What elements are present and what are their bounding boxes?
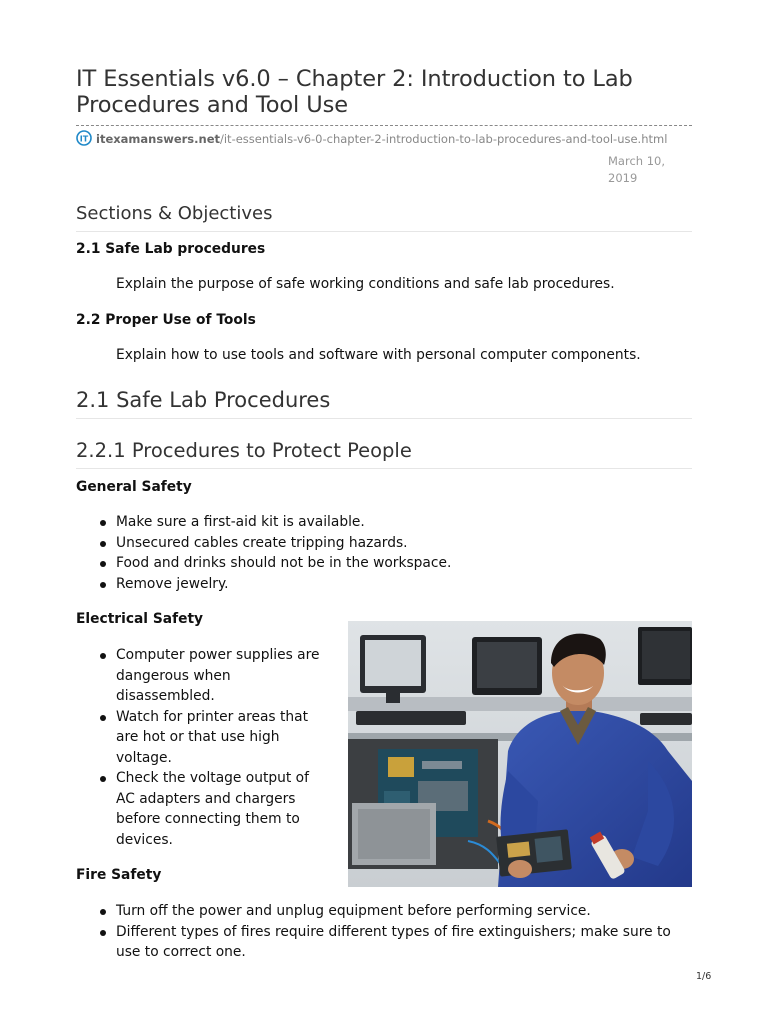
list-item: Check the voltage output of AC adapters and chargers before connecting them to devices. xyxy=(76,768,326,850)
source-domain[interactable]: itexamanswers.net xyxy=(96,132,220,146)
list-item: Turn off the power and unplug equipment before performing service. xyxy=(76,901,692,922)
section-heading: 2.1 Safe Lab Procedures xyxy=(76,387,692,419)
general-safety-title: General Safety xyxy=(76,479,192,495)
fire-safety-title: Fire Safety xyxy=(76,867,162,883)
electrical-safety-list xyxy=(76,645,326,850)
general-safety-list xyxy=(76,512,692,594)
objective-title-2: 2.2 Proper Use of Tools xyxy=(76,312,256,328)
list-item: Watch for printer areas that are hot or that use high voltage. xyxy=(76,707,326,769)
list-item: Remove jewelry. xyxy=(76,574,692,595)
title-divider xyxy=(76,125,692,126)
list-item: Unsecured cables create tripping hazards. xyxy=(76,533,692,554)
list-item: Food and drinks should not be in the workspace. xyxy=(76,553,692,574)
electrical-safety-title: Electrical Safety xyxy=(76,611,204,627)
list-item: Make sure a first-aid kit is available. xyxy=(76,512,692,533)
publish-date: March 10, 2019 xyxy=(608,154,666,185)
list-item: Different types of fires require different types of fire extinguishers; make sure to use to correct one. xyxy=(76,922,692,963)
objectives-heading: Sections & Objectives xyxy=(76,203,692,232)
objective-text-2: Explain how to use tools and software with personal computer components. xyxy=(116,347,641,363)
source-link[interactable] xyxy=(76,130,692,148)
technician-photo xyxy=(348,621,692,887)
list-item: Computer power supplies are dangerous when disassembled. xyxy=(76,645,326,707)
svg-text:IT: IT xyxy=(79,134,89,144)
source-path[interactable]: /it-essentials-v6-0-chapter-2-introduction-to-lab-procedures-and-tool-use.html xyxy=(219,132,668,146)
site-logo-icon xyxy=(76,130,92,148)
fire-safety-list xyxy=(76,901,692,963)
subsection-heading: 2.2.1 Procedures to Protect People xyxy=(76,439,692,469)
page-title: IT Essentials v6.0 – Chapter 2: Introduction to Lab Procedures and Tool Use xyxy=(76,66,633,118)
objective-title-1: 2.1 Safe Lab procedures xyxy=(76,241,266,257)
objective-text-1: Explain the purpose of safe working conditions and safe lab procedures. xyxy=(116,276,615,292)
page-number: 1/6 xyxy=(696,971,712,982)
